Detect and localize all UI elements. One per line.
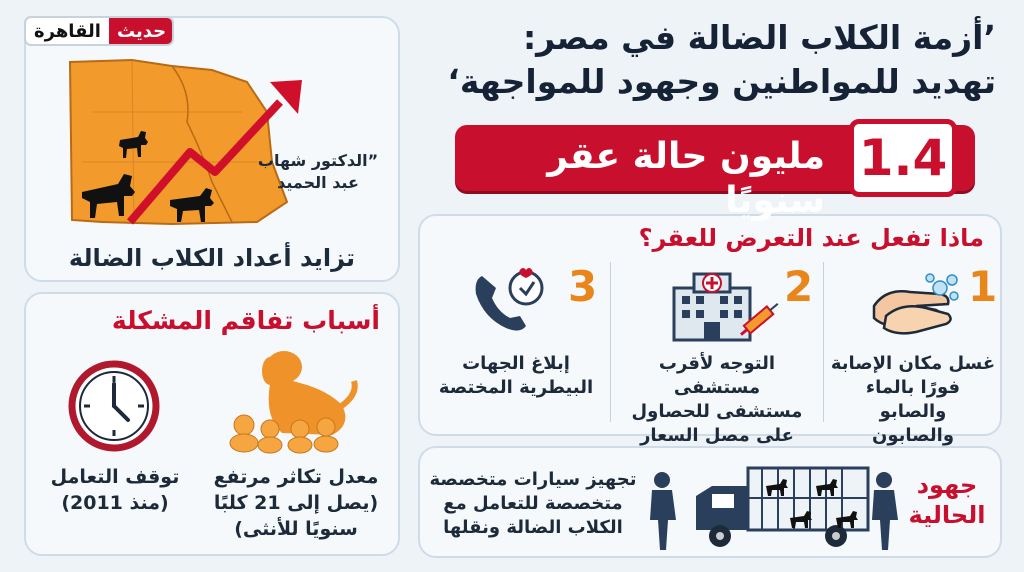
cause-breeding-line-2: (يصل إلى 21 كلبًا: [213, 492, 379, 514]
cause-breeding: [208, 464, 384, 542]
efforts-line-1: تجهيز سيارات متخصصة: [429, 469, 637, 490]
stat-number: 1.4: [849, 119, 957, 197]
efforts-text: [428, 468, 638, 540]
step-2-line-2: مستشفى للحصاول: [631, 401, 803, 422]
brand-logo: [24, 16, 174, 46]
efforts-heading-line-1: جهود: [916, 471, 978, 499]
step-2-text: [618, 352, 816, 448]
step-1-line-1: غسل مكان الإصابة: [830, 353, 996, 374]
doctor-quote-line-2: عبد الحميد: [277, 173, 359, 192]
hospital-syringe-icon: [664, 264, 784, 344]
title-line-2: تهديد للمواطنين وجهود للمواجهة‘: [447, 62, 996, 101]
efforts-line-3: الكلاب الضالة ونقلها: [443, 517, 623, 538]
efforts-line-2: متخصصة للتعامل مع: [443, 493, 623, 514]
cause-halt-line-1: توقف التعامل: [50, 466, 180, 488]
page-title: [406, 16, 996, 104]
cause-breeding-line-1: معدل تكاثر مرتفع: [213, 466, 379, 488]
doctor-quote-line-1: ”الدكتور شهاب: [257, 151, 379, 170]
step-3-line-1: إبلاغ الجهات: [462, 353, 570, 374]
step-3-number: 3: [568, 262, 598, 311]
step-1-line-2: فورًا بالماء والصابو: [865, 377, 961, 422]
step-divider-2: [610, 262, 611, 422]
step-3-text: [430, 352, 602, 400]
step-2-line-3: على مصل السعار: [640, 425, 794, 446]
logo-text-red: حديث: [109, 18, 174, 44]
step-1-number: 1: [968, 262, 998, 311]
step-divider-1: [823, 262, 824, 422]
bite-heading: ماذا تفعل عند التعرض للعقر؟: [638, 224, 984, 252]
cause-halt: [40, 464, 190, 516]
step-1-line-3: والصابون: [871, 425, 955, 446]
logo-text-black: القاهرة: [34, 20, 101, 42]
stat-text: مليون حالة عقر سنويًا: [547, 136, 825, 221]
step-2-number: 2: [784, 262, 814, 311]
causes-heading: أسباب تفاقم المشكلة: [111, 306, 380, 335]
doctor-quote: [248, 150, 388, 194]
cause-breeding-line-3: سنويًا للأنثى): [234, 518, 358, 540]
dog-truck-icon: [640, 456, 902, 556]
dog-puppies-icon: [222, 345, 362, 455]
efforts-heading-line-2: الحالية: [908, 501, 986, 529]
phone-icon: [468, 266, 552, 340]
cause-halt-line-2: (منذ 2011): [61, 492, 169, 514]
efforts-heading: [900, 470, 994, 530]
step-3-line-2: البيطرية المختصة: [438, 377, 594, 398]
hand-washing-icon: [866, 266, 962, 342]
title-line-1: ’أزمة الكلاب الضالة في مصر:: [522, 18, 996, 57]
clock-icon: [66, 358, 162, 454]
step-1-text: [830, 352, 996, 448]
map-caption: تزايد أعداد الكلاب الضالة: [68, 244, 356, 272]
step-2-line-1: التوجه لأقرب مستشفى: [658, 353, 776, 398]
stat-banner: [455, 125, 975, 221]
